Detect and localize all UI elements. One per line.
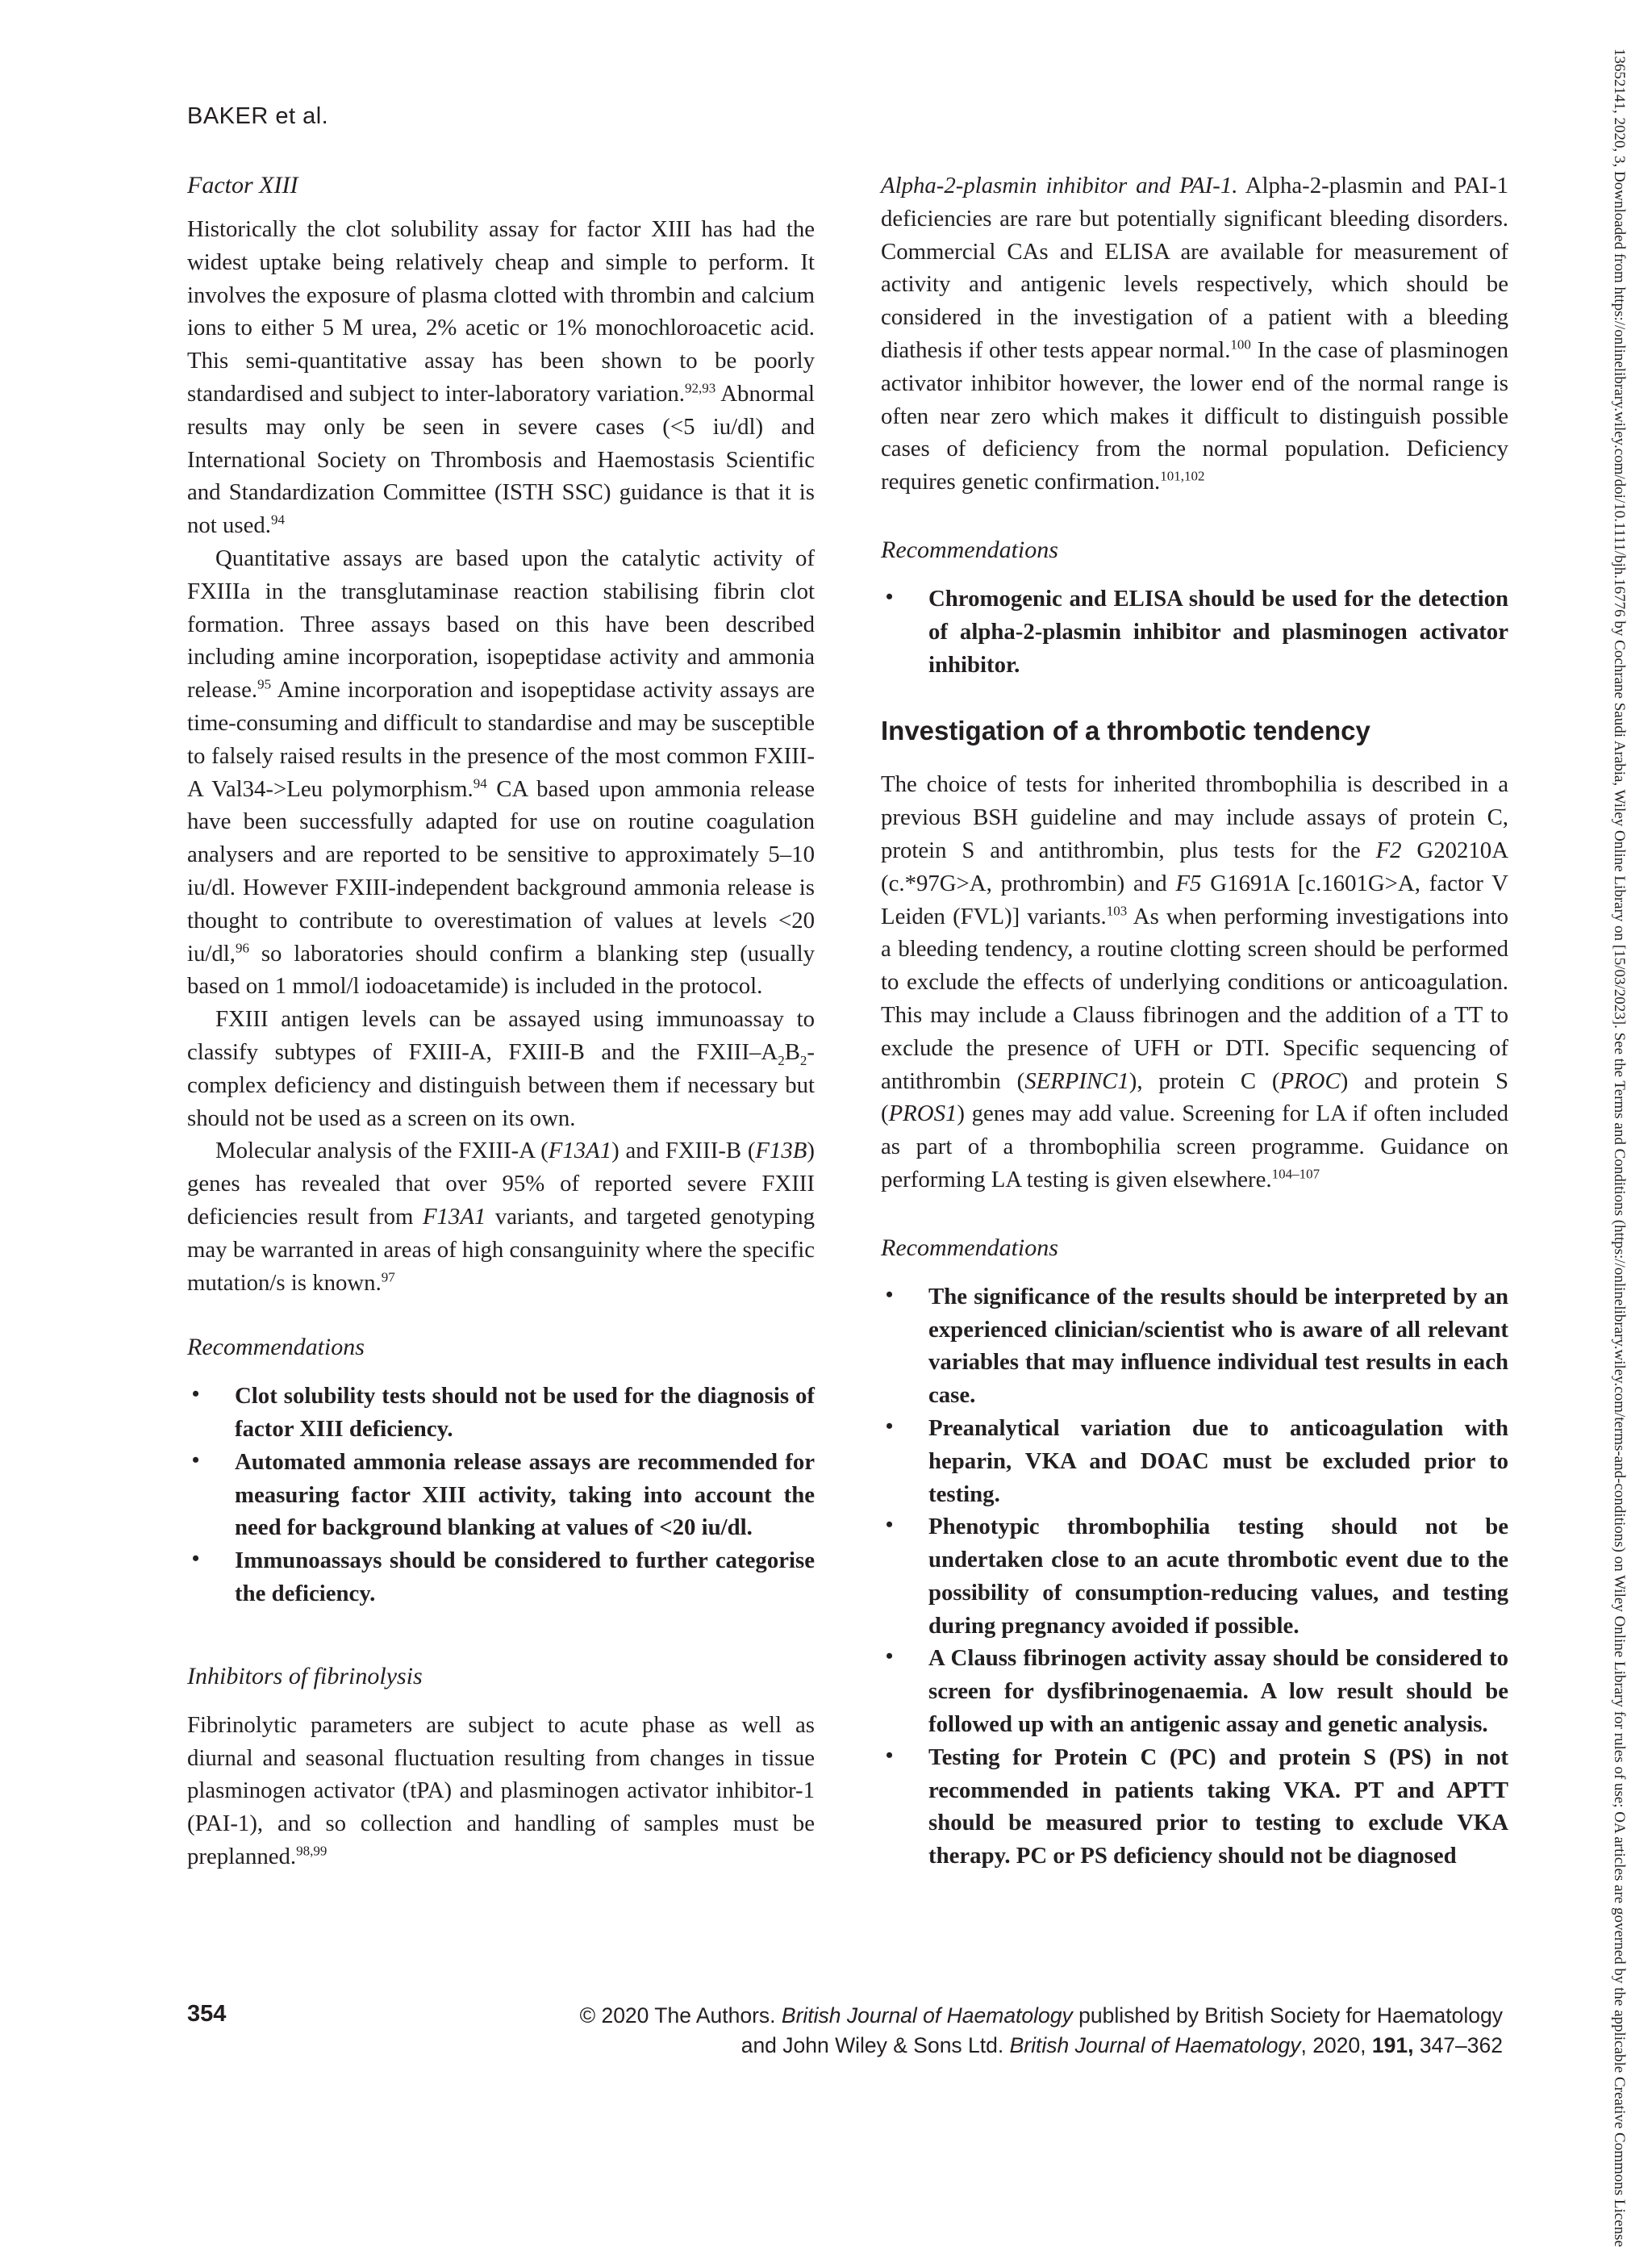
recommendations-heading: Recommendations	[881, 536, 1058, 563]
recommendation-item: • Phenotypic thrombophilia testing should not be undertaken close to an acute thrombotic event due to the possibility of consumption-reducing values, and testing during pregnancy avoided if possible.	[881, 1510, 1508, 1642]
alpha-2-plasmin-paragraph: Alpha-2-plasmin inhibitor and PAI-1. Alpha-2-plasmin and PAI-1 deficiencies are rare but potentially significant bleeding disorders. Commercial CAs and ELISA are available for measurement of activity and antigenic levels respectively, which should be considered in the investigation of a patient with a bleeding diathesis if other tests appear normal.$^{100}$ In the case of plasminogen activator inhibitor however, the lower end of the normal range is often near zero which makes it difficult to distinguish possible cases of deficiency from the normal population. Deficiency requires genetic confirmation.$^{101,102}$	[881, 173, 1508, 495]
download-notice: 13652141, 2020, 3, Downloaded from https://onlinelibrary.wiley.com/doi/10.1111/bjh.16776 by Cochrane Saudi Arabia, Wiley Online Library on [15/03/2023]. See the Terms and Conditions (https://onlinelibrary.wiley.com/terms-and-conditions) on Wiley Online Library for rules of use; OA articles are governed by the applicable Creative Commons License	[1611, 48, 1628, 2247]
bullet-icon: •	[886, 1282, 894, 1306]
recommendations-list	[187, 1380, 815, 1610]
bullet-icon: •	[192, 1547, 200, 1571]
recommendation-item: • Testing for Protein C (PC) and protein S (PS) in not recommended in patients taking VKA. PT and APTT should be measured prior to testing to exclude VKA therapy. PC or PS deficiency should not be diagnosed	[881, 1741, 1508, 1873]
recommendation-item: • Automated ammonia release assays are recommended for measuring factor XIII activity, taking into account the need for background blanking at values of <20 iu/dl.	[187, 1446, 815, 1544]
bullet-icon: •	[886, 1644, 894, 1669]
running-head: BAKER et al.	[187, 103, 329, 129]
recommendations-list	[881, 583, 1508, 681]
recommendations-list	[881, 1280, 1508, 1873]
copyright-footer: © 2020 The Authors. British Journal of Haematology published by British Society for Haematology and John Wiley & Sons Ltd. British Journal of Haematology, 2020, 191, 347–362	[579, 2003, 1503, 2057]
recommendations-heading: Recommendations	[187, 1334, 365, 1361]
left-column	[187, 169, 815, 1873]
recommendation-item: • Chromogenic and ELISA should be used for the detection of alpha-2-plasmin inhibitor and plasminogen activator inhibitor.	[881, 583, 1508, 681]
recommendation-item: • Preanalytical variation due to anticoagulation with heparin, VKA and DOAC must be excluded prior to testing.	[881, 1412, 1508, 1510]
recommendation-item: • A Clauss fibrinogen activity assay should be considered to screen for dysfibrinogenaemia. A low result should be followed up with an antigenic assay and genetic analysis.	[881, 1642, 1508, 1740]
right-column	[881, 169, 1508, 1873]
factor-xiii-paragraph-1: Historically the clot solubility assay for factor XIII has had the widest uptake being relatively cheap and simple to perform. It involves the exposure of plasma clotted with thrombin and calcium ions to either 5 M urea, 2% acetic or 1% monochloroacetic acid. This semi-quantitative assay has been shown to be poorly standardised and subject to inter-laboratory variation.$^{92,93}$ Abnormal results may only be seen in severe cases (<5 iu/dl) and International Society on Thrombosis and Haemostasis Scientific and Standardization Committee (ISTH SSC) guidance is that it is not used.$^{94}$	[187, 216, 816, 539]
factor-xiii-paragraph-4: Molecular analysis of the FXIII-A (F13A1) and FXIII-B (F13B) genes has revealed that over 95% of reported severe FXIII deficiencies result from F13A1 variants, and targeted genotyping may be warranted in areas of high consanguinity where the specific mutation/s is known.$^{97}$	[187, 1138, 816, 1296]
factor-xiii-paragraph-3: FXIII antigen levels can be assayed using immunoassay to classify subtypes of FXIII-A, FXIII-B and the FXIII–$A_2B_2$-complex deficiency and distinguish between them if necessary but should not be used as a screen on its own.	[187, 1006, 815, 1131]
factor-xiii-paragraph-2: Quantitative assays are based upon the catalytic activity of FXIIIa in the transglutaminase reaction stabilising fibrin clot formation. Three assays based on this have been described including amine incorporation, isopeptidase activity and ammonia release.$^{95}$ Amine incorporation and isopeptidase activity assays are time-consuming and difficult to standardise and may be susceptible to falsely raised results in the presence of the most common FXIII-A Val34->Leu polymorphism.$^{94}$ CA based upon ammonia release have been successfully adapted for use on routine coagulation analysers and are reported to be sensitive to approximately 5–10 iu/dl. However FXIII-independent background ammonia release is thought to contribute to overestimation of values at levels <20 iu/dl,$^{96}$ so laboratories should confirm a blanking step (usually based on 1 mmol/l iodoacetamide) is included in the protocol.	[187, 545, 816, 1000]
bullet-icon: •	[192, 1382, 200, 1406]
thrombotic-tendency-paragraph: The choice of tests for inherited thrombophilia is described in a previous BSH guideline and may include assays of protein C, protein S and antithrombin, plus tests for the F2 G20210A (c.*97G>A, prothrombin) and F5 G1691A [c.1601G>A, factor V Leiden (FVL)] variants.$^{103}$ As when performing investigations into a bleeding tendency, a routine clotting screen should be performed to exclude the effects of underlying conditions or anticoagulation. This may include a Clauss fibrinogen and the addition of a TT to exclude the presence of UFH or DTI. Specific sequencing of antithrombin (SERPINC1), protein C (PROC) and protein S (PROS1) genes may add value. Screening for LA if often included as part of a thrombophilia screen programme. Guidance on performing LA testing is given elsewhere.$^{104-107}$	[881, 771, 1508, 1192]
recommendation-item: • The significance of the results should be interpreted by an experienced clinician/scientist who is aware of all relevant variables that may influence individual test results in each case.	[881, 1280, 1508, 1412]
bullet-icon: •	[886, 1414, 894, 1438]
section-title: Investigation of a thrombotic tendency	[881, 716, 1370, 746]
fibrinolysis-heading: Inhibitors of fibrinolysis	[187, 1662, 423, 1689]
fibrinolysis-paragraph: Fibrinolytic parameters are subject to acute phase as well as diurnal and seasonal fluctuation resulting from changes in tissue plasminogen activator (tPA) and plasminogen activator inhibitor-1 (PAI-1), and so collection and handling of samples must be preplanned.$^{98,99}$	[187, 1711, 815, 1870]
bullet-icon: •	[192, 1447, 200, 1472]
alpha-2-plasmin-runin-heading: Alpha-2-plasmin inhibitor and PAI-1.	[881, 173, 1238, 198]
page-number: 354	[187, 2001, 227, 2027]
bullet-icon: •	[886, 584, 894, 608]
factor-xiii-heading: Factor XIII	[187, 172, 298, 198]
recommendation-item: • Clot solubility tests should not be used for the diagnosis of factor XIII deficiency.	[187, 1380, 815, 1446]
recommendations-heading: Recommendations	[881, 1234, 1058, 1261]
recommendation-item: • Immunoassays should be considered to further categorise the deficiency.	[187, 1544, 815, 1610]
bullet-icon: •	[886, 1743, 894, 1767]
bullet-icon: •	[886, 1513, 894, 1537]
